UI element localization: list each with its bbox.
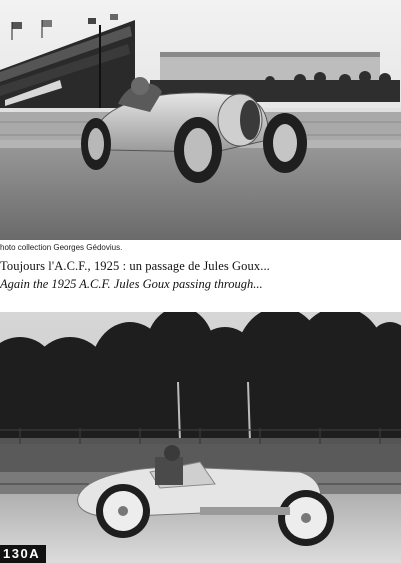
page-label: 130A	[0, 545, 46, 563]
photo-credit: hoto collection Georges Gédovius.	[0, 243, 123, 252]
photo-racing-car-at-speed	[0, 0, 401, 240]
caption-english: Again the 1925 A.C.F. Jules Goux passing through...	[0, 277, 263, 291]
caption-french: Toujours l'A.C.F., 1925 : un passage de Jules Goux...	[0, 259, 270, 273]
photo-jules-goux-car	[0, 312, 401, 563]
